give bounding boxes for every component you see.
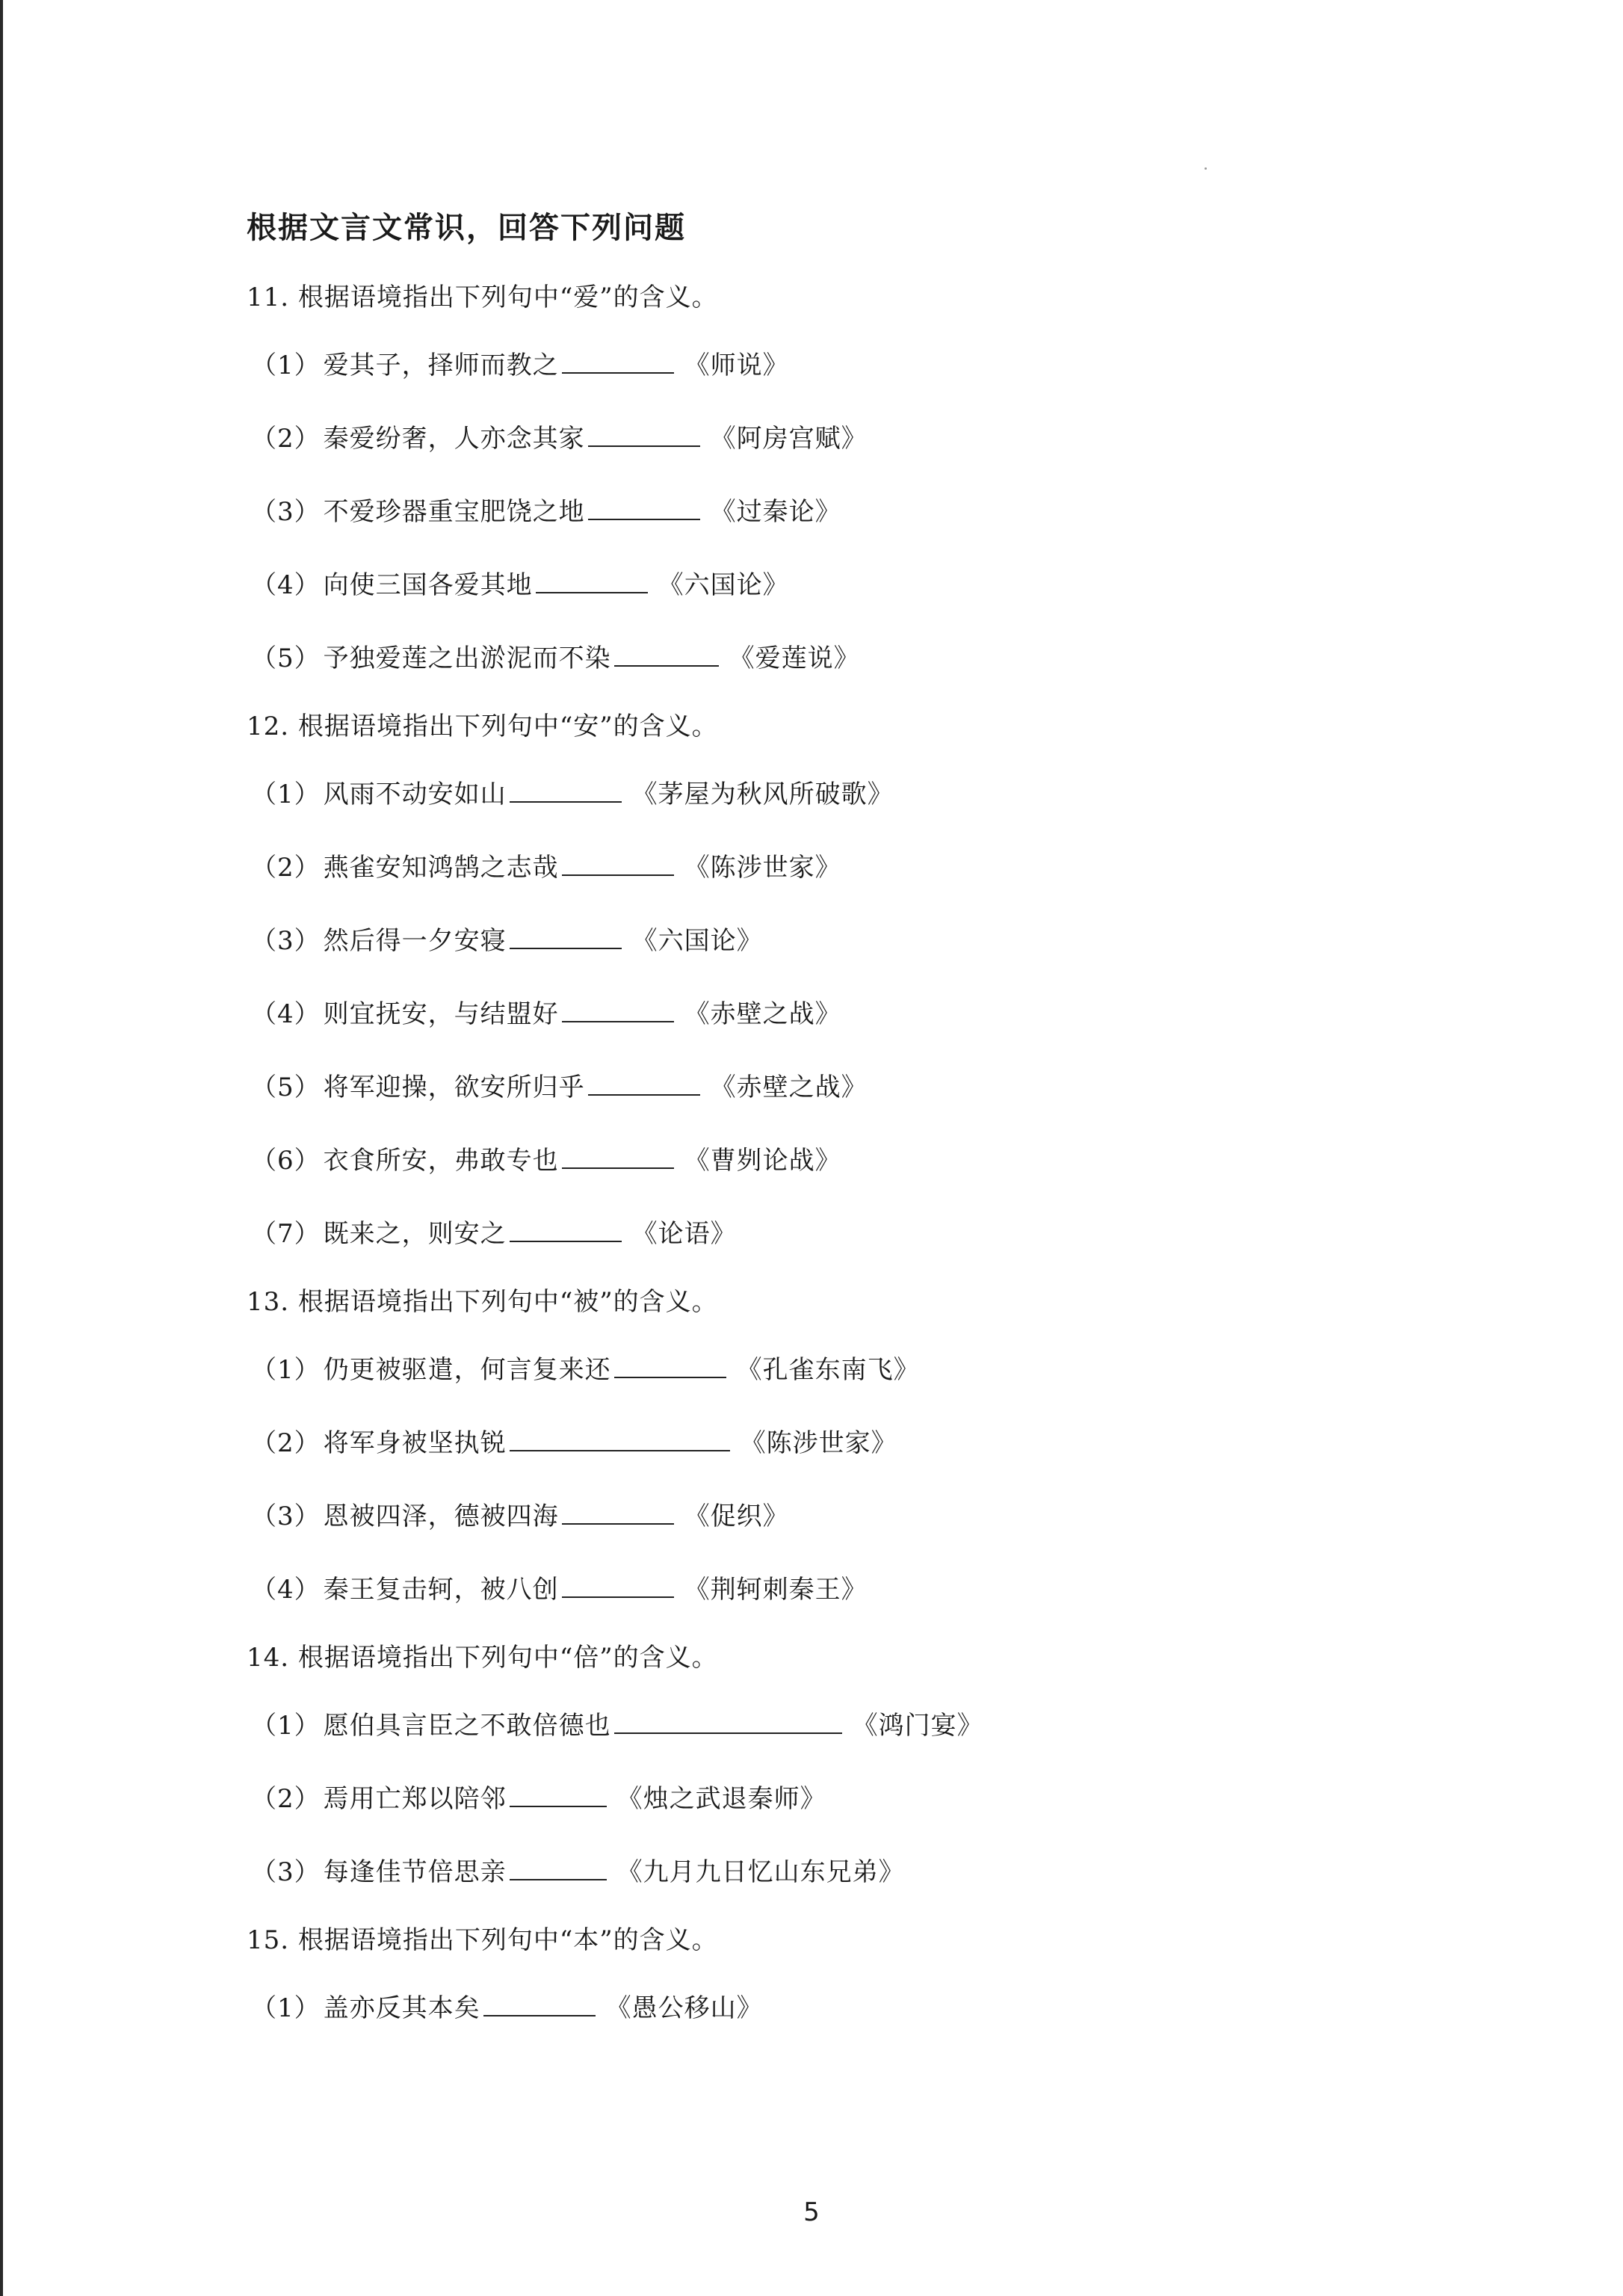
item-sentence: 燕雀安知鸿鹄之志哉 — [323, 853, 559, 883]
item-source: 《爱莲说》 — [729, 644, 860, 673]
item-source: 《曹刿论战》 — [684, 1146, 841, 1176]
worksheet-content — [247, 202, 1412, 2045]
answer-blank[interactable] — [562, 351, 674, 374]
question-item — [247, 622, 1412, 695]
item-number: （3） — [251, 1502, 321, 1531]
item-number: （6） — [251, 1146, 321, 1176]
answer-blank[interactable] — [614, 1712, 842, 1734]
item-number: （3） — [251, 1857, 321, 1887]
question-title: 12. 根据语境指出下列句中“安”的含义。 — [247, 712, 718, 741]
item-sentence: 仍更被驱遣，何言复来还 — [323, 1355, 611, 1385]
item-sentence: 衣食所安，弗敢专也 — [323, 1146, 559, 1176]
question-item — [247, 758, 1412, 831]
section-heading: 根据文言文常识，回答下列问题 — [247, 211, 686, 245]
item-number: （1） — [251, 780, 321, 809]
answer-blank[interactable] — [562, 1502, 674, 1525]
question-item — [247, 978, 1412, 1051]
item-source: 《师说》 — [684, 351, 789, 380]
item-source: 《荆轲刺秦王》 — [684, 1575, 868, 1605]
item-source: 《烛之武退秦师》 — [616, 1784, 826, 1814]
scan-speck — [1205, 167, 1207, 170]
question-item — [247, 475, 1412, 549]
answer-blank[interactable] — [510, 780, 622, 803]
question-title: 13. 根据语境指出下列句中“被”的含义。 — [247, 1287, 718, 1317]
item-source: 《陈涉世家》 — [740, 1428, 897, 1458]
item-source: 《孔雀东南飞》 — [736, 1355, 920, 1385]
item-sentence: 然后得一夕安寝 — [323, 926, 507, 956]
item-sentence: 秦王复击轲，被八创 — [323, 1575, 559, 1605]
question-item — [247, 1051, 1412, 1124]
item-source: 《六国论》 — [631, 926, 763, 956]
question-item — [247, 904, 1412, 978]
answer-blank[interactable] — [510, 927, 622, 949]
item-number: （2） — [251, 853, 321, 883]
item-source: 《阿房宫赋》 — [710, 424, 868, 454]
question-item — [247, 1836, 1412, 1909]
item-number: （1） — [251, 1711, 321, 1741]
question-title: 14. 根据语境指出下列句中“倍”的含义。 — [247, 1643, 718, 1673]
answer-blank[interactable] — [614, 1356, 726, 1378]
answer-blank[interactable] — [536, 571, 648, 593]
item-sentence: 秦爱纷奢，人亦念其家 — [323, 424, 585, 454]
answer-blank[interactable] — [588, 1073, 700, 1096]
question-item — [247, 1689, 1412, 1762]
answer-blank[interactable] — [562, 1576, 674, 1598]
item-sentence: 爱其子，择师而教之 — [323, 351, 559, 380]
item-sentence: 不爱珍器重宝肥饶之地 — [323, 497, 585, 527]
item-number: （1） — [251, 1355, 321, 1385]
item-sentence: 既来之，则安之 — [323, 1219, 507, 1249]
item-number: （5） — [251, 1073, 321, 1102]
item-sentence: 愿伯具言臣之不敢倍德也 — [323, 1711, 611, 1741]
item-source: 《鸿门宴》 — [852, 1711, 983, 1741]
item-sentence: 予独爱莲之出淤泥而不染 — [323, 644, 611, 673]
item-sentence: 盖亦反其本矣 — [323, 1993, 480, 2023]
item-number: （4） — [251, 1575, 321, 1605]
item-number: （3） — [251, 926, 321, 956]
item-number: （1） — [251, 351, 321, 380]
item-number: （3） — [251, 497, 321, 527]
item-source: 《促织》 — [684, 1502, 789, 1531]
item-sentence: 每逢佳节倍思亲 — [323, 1857, 507, 1887]
item-source: 《过秦论》 — [710, 497, 841, 527]
question-item — [247, 1124, 1412, 1197]
question-item — [247, 1553, 1412, 1626]
item-sentence: 恩被四泽，德被四海 — [323, 1502, 559, 1531]
question-item — [247, 329, 1412, 402]
scan-edge — [0, 0, 3, 2296]
item-source: 《九月九日忆山东兄弟》 — [616, 1857, 905, 1887]
answer-blank[interactable] — [510, 1858, 607, 1880]
item-source: 《论语》 — [631, 1219, 737, 1249]
item-number: （5） — [251, 644, 321, 673]
item-number: （4） — [251, 570, 321, 600]
item-number: （2） — [251, 1428, 321, 1458]
item-sentence: 向使三国各爱其地 — [323, 570, 533, 600]
item-number: （7） — [251, 1219, 321, 1249]
question-item — [247, 1972, 1412, 2045]
item-number: （2） — [251, 424, 321, 454]
item-source: 《茅屋为秋风所破歌》 — [631, 780, 894, 809]
item-sentence: 将军迎操，欲安所归乎 — [323, 1073, 585, 1102]
item-source: 《愚公移山》 — [605, 1993, 763, 2023]
answer-blank[interactable] — [588, 425, 700, 447]
answer-blank[interactable] — [562, 854, 674, 876]
item-sentence: 风雨不动安如山 — [323, 780, 507, 809]
page-number: 5 — [803, 2197, 820, 2227]
item-number: （2） — [251, 1784, 321, 1814]
item-sentence: 则宜抚安，与结盟好 — [323, 999, 559, 1029]
question-title: 11. 根据语境指出下列句中“爱”的含义。 — [247, 283, 718, 312]
question-title: 15. 根据语境指出下列句中“本”的含义。 — [247, 1925, 718, 1955]
item-number: （4） — [251, 999, 321, 1029]
item-sentence: 将军身被坚执锐 — [323, 1428, 507, 1458]
answer-blank[interactable] — [510, 1785, 607, 1807]
item-sentence: 焉用亡郑以陪邻 — [323, 1784, 507, 1814]
item-number: （1） — [251, 1993, 321, 2023]
item-source: 《陈涉世家》 — [684, 853, 841, 883]
answer-blank[interactable] — [588, 498, 700, 520]
question-item — [247, 1762, 1412, 1836]
answer-blank[interactable] — [562, 1147, 674, 1169]
answer-blank[interactable] — [562, 1000, 674, 1022]
item-source: 《赤壁之战》 — [684, 999, 841, 1029]
question-item — [247, 1407, 1412, 1480]
question-item — [247, 1197, 1412, 1271]
answer-blank[interactable] — [510, 1220, 622, 1242]
question-item — [247, 1333, 1412, 1407]
answer-blank[interactable] — [510, 1429, 730, 1451]
answer-blank[interactable] — [614, 644, 719, 667]
item-source: 《六国论》 — [658, 570, 789, 600]
question-item — [247, 549, 1412, 622]
question-item — [247, 831, 1412, 904]
question-item — [247, 402, 1412, 475]
item-source: 《赤壁之战》 — [710, 1073, 868, 1102]
answer-blank[interactable] — [483, 1994, 596, 2016]
question-item — [247, 1480, 1412, 1553]
